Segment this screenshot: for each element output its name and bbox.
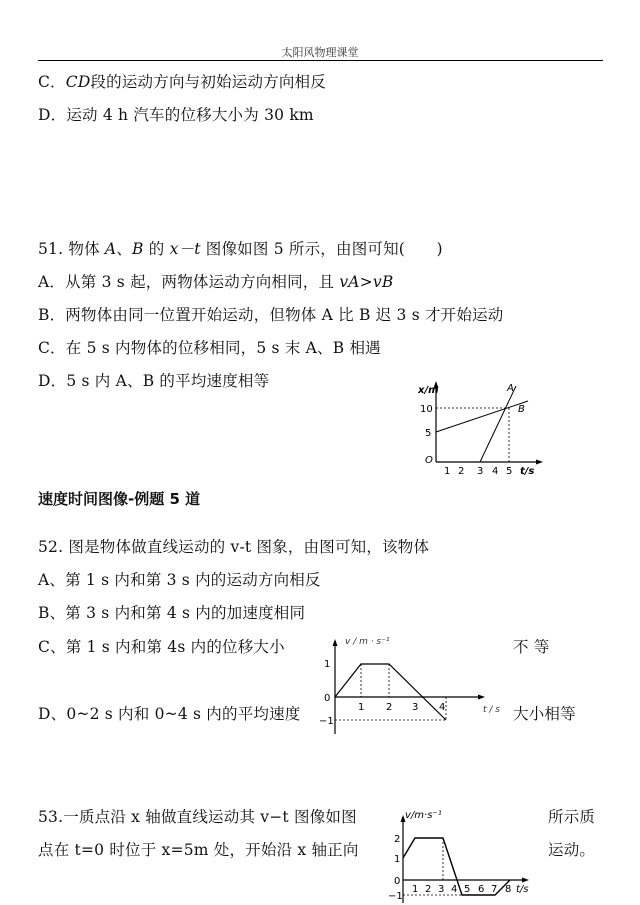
q51-xtick-1: 1 <box>444 466 451 476</box>
q51-ylabel: x/m <box>418 385 439 396</box>
q52-ytick-neg1: −1 <box>319 716 334 727</box>
q52-option-d-tail: 大小相等 <box>513 705 576 723</box>
q51-xlabel: t/s <box>520 466 535 476</box>
q53-ytick-0: 0 <box>394 876 401 887</box>
q51-option-b: B．两物体由同一位置开始运动，但物体 A 比 B 迟 3 s 才开始运动 <box>38 306 504 324</box>
q51-option-d: D．5 s 内 A、B 的平均速度相等 <box>38 372 270 390</box>
q52-xtick-3: 3 <box>412 702 419 713</box>
q52-xtick-2: 2 <box>386 702 393 713</box>
q53-ytick-neg1: −1 <box>388 891 403 902</box>
q51-xtick-5: 5 <box>506 466 513 476</box>
q53-xtick-2: 2 <box>425 884 432 895</box>
q51-x-arrow <box>536 460 543 465</box>
q52-y-arrow <box>333 639 338 646</box>
q52-vt-graph <box>305 630 517 740</box>
q51-xtick-4: 4 <box>492 466 499 476</box>
q50-option-c: C．CD段的运动方向与初始运动方向相反 <box>38 73 326 91</box>
q53-line-2: 点在 t=0 时位于 x=5m 处，开始沿 x 轴正向 <box>38 841 359 859</box>
q52-x-arrow <box>478 695 485 700</box>
q53-xtick-5: 5 <box>464 884 471 895</box>
q53-xtick-4: 4 <box>451 884 458 895</box>
q53-xlabel: t/s <box>516 884 529 895</box>
q51-xtick-2: 2 <box>458 466 465 476</box>
q52-option-b: B、第 3 s 内和第 4 s 内的加速度相同 <box>38 604 306 622</box>
q52-xtick-4: 4 <box>439 702 446 713</box>
q53-ytick-2: 2 <box>394 834 401 845</box>
q52-ytick-1: 1 <box>324 659 331 670</box>
section-title: 速度时间图像-例题 5 道 <box>38 490 201 508</box>
q53-xtick-3: 3 <box>438 884 445 895</box>
q53-xtick-1: 1 <box>412 884 419 895</box>
q51-label-b: B <box>518 404 525 415</box>
q53-line-2-tail: 运动。 <box>548 841 596 859</box>
q53-ylabel: v/m·s⁻¹ <box>405 810 442 821</box>
q52-ylabel: v / m · s⁻¹ <box>345 637 390 647</box>
q52-xlabel: t / s <box>483 705 500 715</box>
page-header: 太阳风物理课堂 <box>281 46 359 59</box>
q52-option-c: C、第 1 s 内和第 4s 内的位移大小 <box>38 638 285 656</box>
q52-option-c-tail: 不 等 <box>513 638 550 656</box>
q53-ytick-1: 1 <box>394 854 401 865</box>
q51-label-a: A <box>507 383 514 394</box>
q53-xtick-7: 7 <box>491 884 498 895</box>
q53-xtick-6: 6 <box>478 884 485 895</box>
q51-origin: O <box>425 455 433 466</box>
q51-ytick-5: 5 <box>425 428 432 439</box>
q52-xtick-1: 1 <box>358 702 365 713</box>
q53-line-1-tail: 所示质 <box>548 808 596 826</box>
header-rule <box>38 60 603 61</box>
q52-stem: 52. 图是物体做直线运动的 v-t 图象，由图可知，该物体 <box>38 538 430 556</box>
q53-line-1: 53.一质点沿 x 轴做直线运动其 v−t 图像如图 <box>38 808 357 826</box>
q53-vt-graph <box>385 808 543 905</box>
q52-option-a: A、第 1 s 内和第 3 s 内的运动方向相反 <box>38 571 321 589</box>
q51-line-b <box>436 401 528 432</box>
q50-option-d: D．运动 4 h 汽车的位移大小为 30 km <box>38 106 314 124</box>
q51-stem: 51. 物体 A、B 的 x－t 图像如图 5 所示，由图可知( ) <box>38 240 443 258</box>
q53-xtick-8: 8 <box>505 884 512 895</box>
q52-ytick-0: 0 <box>324 693 331 704</box>
q53-x-arrow <box>522 878 529 883</box>
q51-line-a <box>480 386 516 462</box>
q51-xtick-3: 3 <box>477 466 484 476</box>
q51-xt-graph <box>418 378 548 476</box>
q51-ytick-10: 10 <box>420 404 433 415</box>
q51-option-c: C．在 5 s 内物体的位移相同，5 s 末 A、B 相遇 <box>38 339 381 357</box>
q51-option-a: A．从第 3 s 起，两物体运动方向相同，且 vA>vB <box>38 273 394 291</box>
q52-option-d: D、0~2 s 内和 0~4 s 内的平均速度 <box>38 705 301 723</box>
